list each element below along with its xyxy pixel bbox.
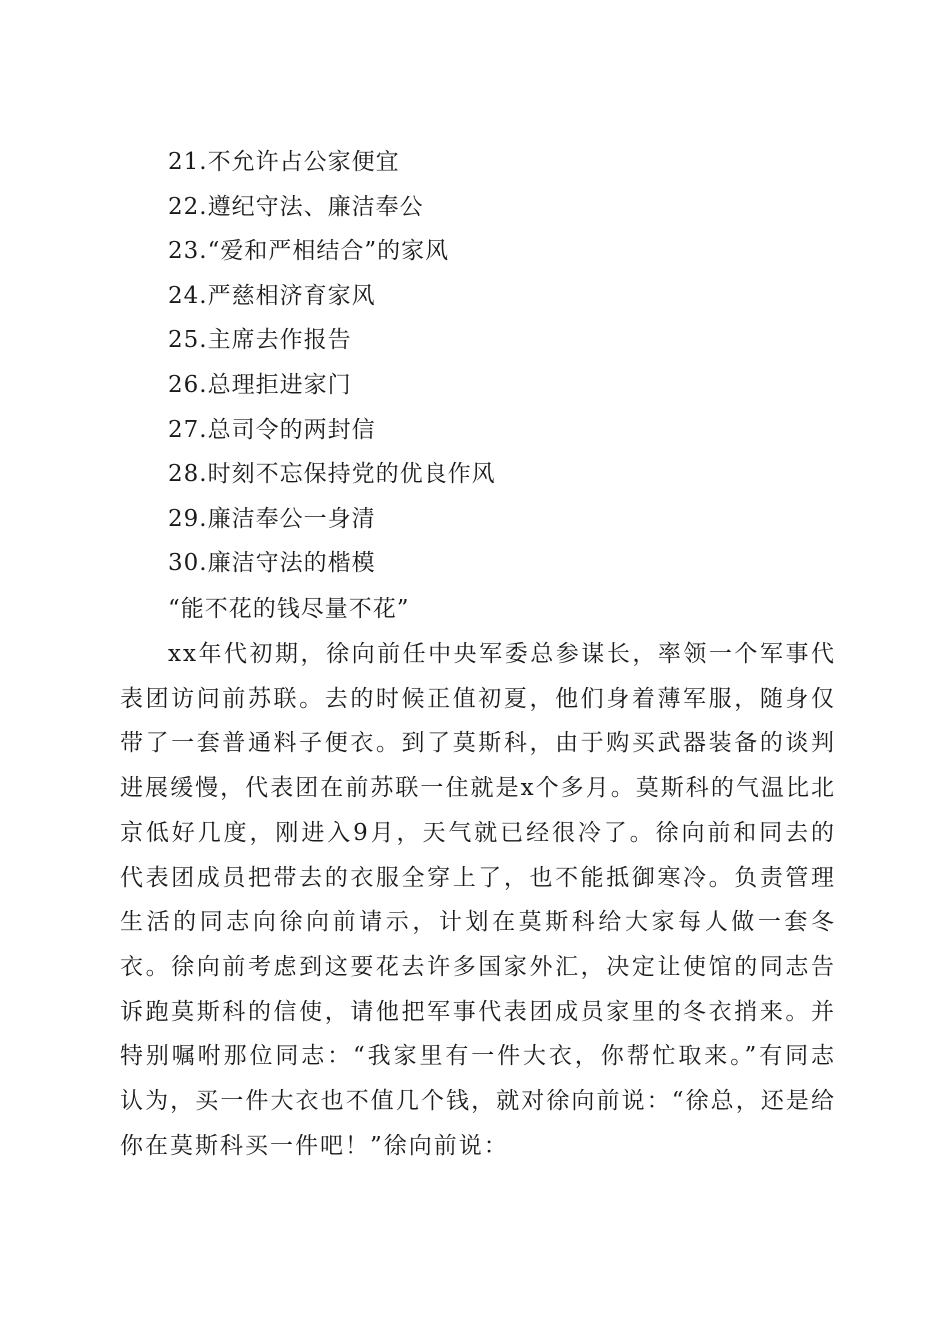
section-title: “能不花的钱尽量不花” <box>168 596 410 622</box>
list-item: 25.主席去作报告 <box>168 327 352 354</box>
list-item: 23.“爱和严相结合”的家风 <box>168 238 450 265</box>
list-item: 28.时刻不忘保持党的优良作风 <box>168 461 496 488</box>
list-item: 26.总理拒进家门 <box>168 371 352 398</box>
list-item: 21.不允许占公家便宜 <box>168 149 400 175</box>
list-item: 24.严慈相济育家风 <box>168 282 376 309</box>
list-item: 27.总司令的两封信 <box>168 416 376 443</box>
list-item: 29.廉洁奉公一身清 <box>168 505 376 532</box>
body-paragraph: xx年代初期，徐向前任中央军委总参谋长，率领一个军事代表团访问前苏联。去的时候正值初夏，他们身着薄军服，随身仅带了一套普通料子便衣。到了莫斯科，由于购买武器装备的谈判进展缓慢，代表团在前苏联一住就是x个多月。莫斯科的气温比北京低好几度，刚进入9月，天气就已经很冷了。徐向前和同去的代表团成员把带去的衣服全穿上了，也不能抵御寒冷。负责管理生活的同志向徐向前请示，计划在莫斯科给大家每人做一套冬衣。徐向前考虑到这要花去许多国家外汇，决定让使馆的同志告诉跑莫斯科的信使，请他把军事代表团成员家里的冬衣捎来。并特别嘱咐那位同志：“我家里有一件大衣，你帮忙取来。”有同志认为，买一件大衣也不值几个钱，就对徐向前说：“徐总，还是给你在莫斯科买一件吧！”徐向前说： <box>120 641 836 1159</box>
list-item: 22.遵纪守法、廉洁奉公 <box>168 193 424 220</box>
list-item: 30.廉洁守法的楷模 <box>168 550 376 577</box>
story-list <box>168 140 868 586</box>
